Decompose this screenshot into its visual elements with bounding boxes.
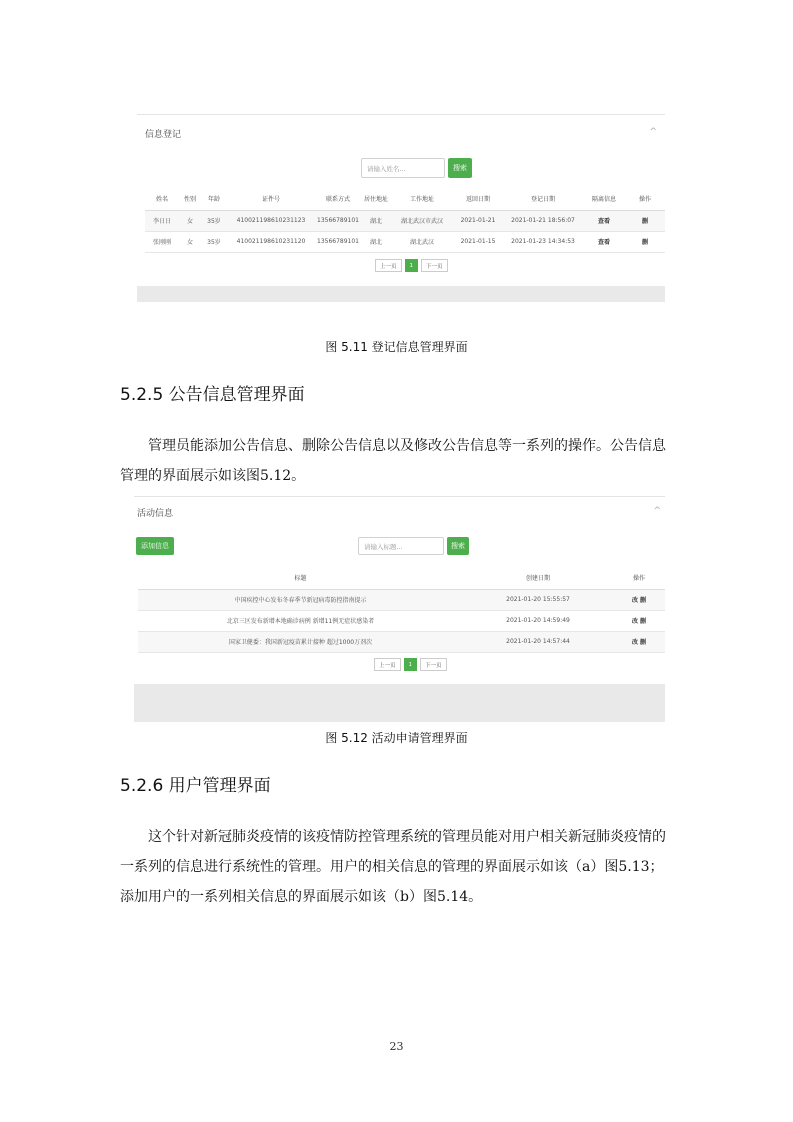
delete-icon[interactable]: 删 — [625, 231, 665, 252]
table-cell: 2021-01-20 15:55:57 — [463, 589, 613, 610]
search-button[interactable]: 搜索 — [447, 537, 469, 555]
panel-title: 信息登记 — [145, 130, 182, 140]
paragraph-text: 管理员能添加公告信息、删除公告信息以及修改公告信息等一系列的操作。公告信息管理的界面展示如该图5.12。 — [120, 438, 666, 484]
table-cell: 2021-01-21 18:56:07 — [503, 210, 583, 231]
table-row — [145, 231, 665, 252]
table-cell: 35岁 — [201, 210, 227, 231]
table-cell: 湖北 — [361, 231, 391, 252]
page-1-button[interactable]: 1 — [404, 658, 418, 671]
col-header: 操作 — [625, 188, 665, 210]
table-cell: 李日日 — [145, 210, 179, 231]
section-paragraph — [120, 431, 675, 491]
table-cell: 2021-01-20 14:57:44 — [463, 631, 613, 652]
table-row — [138, 610, 665, 631]
edit-delete-icons[interactable]: 改 删 — [613, 610, 665, 631]
panel-footer — [137, 286, 665, 302]
activity-table — [138, 567, 665, 653]
table-cell: 女 — [179, 231, 201, 252]
name-search-input[interactable]: 请输入姓名... — [361, 158, 445, 178]
table-cell: 2021-01-15 — [453, 231, 503, 252]
view-isolation-link[interactable]: 查看 — [583, 231, 625, 252]
table-cell: 410021198610231123 — [227, 210, 315, 231]
table-cell: 中国疾控中心发布冬春季节新冠病毒防控指南提示 — [138, 589, 463, 610]
delete-icon[interactable]: 删 — [625, 210, 665, 231]
add-info-button[interactable]: 添加信息 — [136, 537, 174, 555]
prev-page-button[interactable]: 上一页 — [375, 259, 402, 272]
table-cell: 2021-01-20 14:59:49 — [463, 610, 613, 631]
table-cell: 女 — [179, 210, 201, 231]
table-header-row — [145, 188, 665, 210]
view-isolation-link[interactable]: 查看 — [583, 210, 625, 231]
col-header: 证件号 — [227, 188, 315, 210]
table-row — [138, 589, 665, 610]
edit-delete-icons[interactable]: 改 删 — [613, 631, 665, 652]
table-cell: 张刚刚 — [145, 231, 179, 252]
figure-caption: 图 5.12 活动申请管理界面 — [325, 731, 468, 745]
registration-table — [145, 188, 665, 253]
col-header: 创建日期 — [463, 567, 613, 589]
title-search-input[interactable]: 请输入标题... — [358, 537, 444, 555]
table-cell: 北京三区发布新增本地确诊病例 新增11例无症状感染者 — [138, 610, 463, 631]
pagination — [374, 658, 447, 671]
table-cell: 国家卫健委：我国新冠疫苗累计接种 超过1000万剂次 — [138, 631, 463, 652]
paragraph-text: 这个针对新冠肺炎疫情的该疫情防控管理系统的管理员能对用户相关新冠肺炎疫情的一系列的信息进行系统性的管理。用户的相关信息的管理的界面展示如该（a）图5.13；添加用户的一系列相关信息的界面展示如该（b）图5.14。 — [120, 829, 666, 905]
registration-panel-screenshot — [137, 114, 665, 302]
table-cell: 410021198610231120 — [227, 231, 315, 252]
col-header: 隔离信息 — [583, 188, 625, 210]
page-1-button[interactable]: 1 — [405, 259, 419, 272]
table-cell: 13566789101 — [315, 210, 361, 231]
collapse-chevron-icon[interactable]: ^ — [649, 127, 657, 137]
edit-delete-icons[interactable]: 改 删 — [613, 589, 665, 610]
table-row — [138, 631, 665, 652]
next-page-button[interactable]: 下一页 — [421, 259, 448, 272]
next-page-button[interactable]: 下一页 — [420, 658, 447, 671]
section-heading: 5.2.5 公告信息管理界面 — [120, 385, 305, 405]
table-cell: 13566789101 — [315, 231, 361, 252]
col-header: 姓名 — [145, 188, 179, 210]
col-header: 标题 — [138, 567, 463, 589]
page-number: 23 — [389, 1040, 404, 1053]
col-header: 操作 — [613, 567, 665, 589]
table-row — [145, 210, 665, 231]
col-header: 居住地址 — [361, 188, 391, 210]
table-header-row — [138, 567, 665, 589]
col-header: 工作地址 — [391, 188, 453, 210]
col-header: 返回日期 — [453, 188, 503, 210]
section-heading: 5.2.6 用户管理界面 — [120, 776, 271, 796]
activity-panel-screenshot — [134, 496, 665, 722]
table-cell: 湖北武汉 — [391, 231, 453, 252]
panel-title: 活动信息 — [137, 509, 174, 519]
panel-footer — [134, 684, 665, 722]
collapse-chevron-icon[interactable]: ^ — [653, 506, 661, 516]
table-cell: 2021-01-21 — [453, 210, 503, 231]
section-paragraph — [120, 822, 675, 912]
prev-page-button[interactable]: 上一页 — [374, 658, 401, 671]
figure-caption: 图 5.11 登记信息管理界面 — [325, 340, 468, 354]
col-header: 联系方式 — [315, 188, 361, 210]
col-header: 登记日期 — [503, 188, 583, 210]
table-cell: 湖北 — [361, 210, 391, 231]
table-cell: 湖北武汉市武汉 — [391, 210, 453, 231]
col-header: 性别 — [179, 188, 201, 210]
col-header: 年龄 — [201, 188, 227, 210]
pagination — [375, 259, 448, 272]
table-cell: 2021-01-23 14:34:53 — [503, 231, 583, 252]
table-cell: 35岁 — [201, 231, 227, 252]
search-button[interactable]: 搜索 — [448, 158, 472, 178]
